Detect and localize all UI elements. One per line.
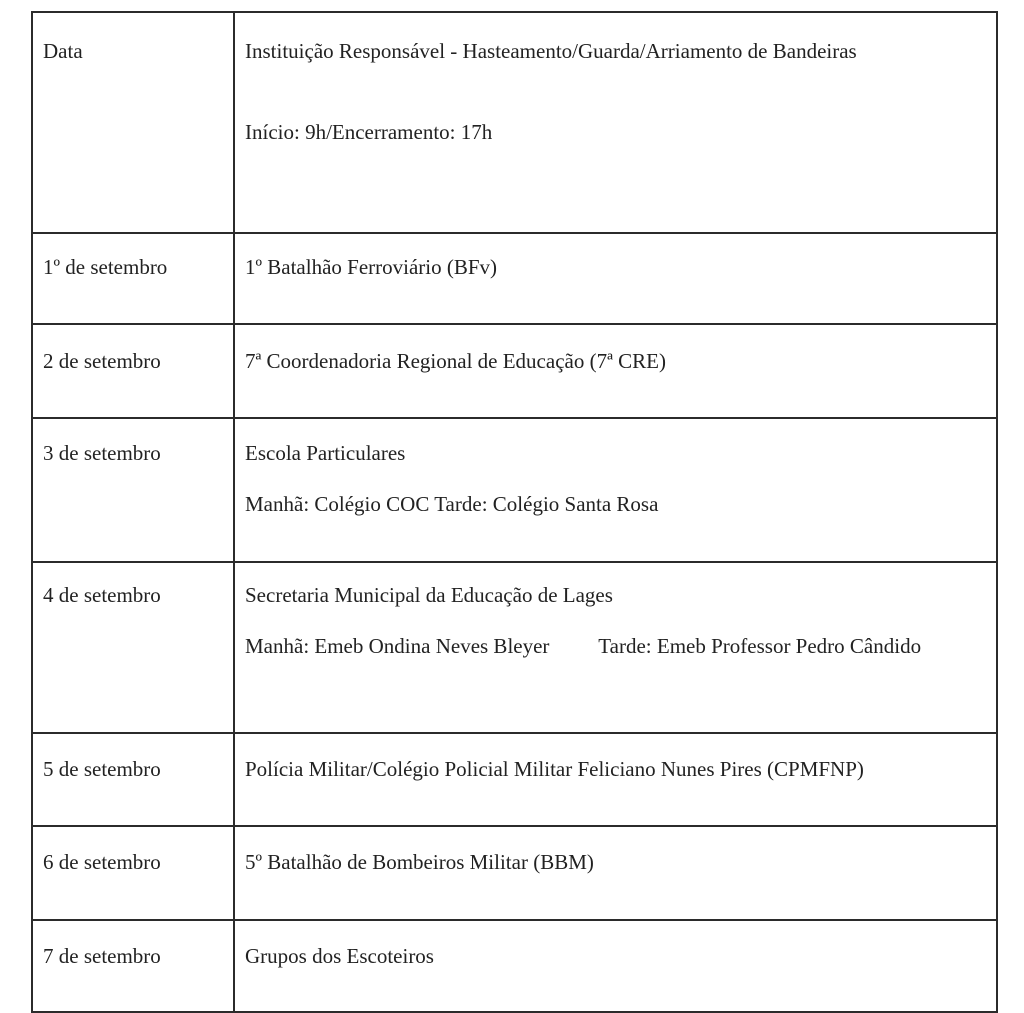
table-row (32, 418, 997, 562)
date-text: 3 de setembro (43, 441, 161, 465)
table-header-row (32, 12, 997, 233)
date-cell (32, 733, 234, 826)
date-text: 4 de setembro (43, 583, 161, 607)
institution-detail-text: Manhã: Colégio COC Tarde: Colégio Santa Rosa (245, 492, 659, 516)
date-cell (32, 324, 234, 418)
table-row (32, 562, 997, 733)
institution-cell (234, 418, 997, 562)
institution-text: Secretaria Municipal da Educação de Lages (245, 583, 613, 607)
institution-cell (234, 733, 997, 826)
date-cell (32, 562, 234, 733)
institution-cell (234, 826, 997, 920)
date-text: 7 de setembro (43, 944, 161, 968)
header-institution-cell (234, 12, 997, 233)
institution-detail-text (245, 631, 986, 661)
institution-text: Grupos dos Escoteiros (245, 944, 434, 968)
detail-morning-text: Manhã: Emeb Ondina Neves Bleyer (245, 634, 550, 658)
date-text: 2 de setembro (43, 349, 161, 373)
institution-text: Escola Particulares (245, 441, 406, 465)
date-text: 6 de setembro (43, 850, 161, 874)
date-cell (32, 418, 234, 562)
institution-cell (234, 324, 997, 418)
table-row (32, 920, 997, 1012)
institution-cell (234, 233, 997, 324)
table-row (32, 826, 997, 920)
table-row (32, 324, 997, 418)
date-cell (32, 826, 234, 920)
institution-text: 1º Batalhão Ferroviário (BFv) (245, 255, 498, 279)
flag-ceremony-schedule-table (31, 11, 998, 1013)
institution-cell (234, 562, 997, 733)
institution-text: Polícia Militar/Colégio Policial Militar Feliciano Nunes Pires (CPMFNP) (245, 757, 864, 781)
institution-text: 5º Batalhão de Bombeiros Militar (BBM) (245, 850, 594, 874)
institution-cell (234, 920, 997, 1012)
date-text: 1º de setembro (43, 255, 168, 279)
header-date-cell (32, 12, 234, 233)
detail-afternoon-text: Tarde: Emeb Professor Pedro Cândido (598, 634, 922, 658)
institution-text: 7ª Coordenadoria Regional de Educação (7ª CRE) (245, 349, 666, 373)
table-row (32, 233, 997, 324)
date-text: 5 de setembro (43, 757, 161, 781)
header-institution-label: Instituição Responsável - Hasteamento/Guarda/Arriamento de Bandeiras (245, 39, 857, 63)
header-time-label: Início: 9h/Encerramento: 17h (245, 120, 493, 144)
header-date-label: Data (43, 39, 83, 63)
table-row (32, 733, 997, 826)
date-cell (32, 920, 234, 1012)
date-cell (32, 233, 234, 324)
